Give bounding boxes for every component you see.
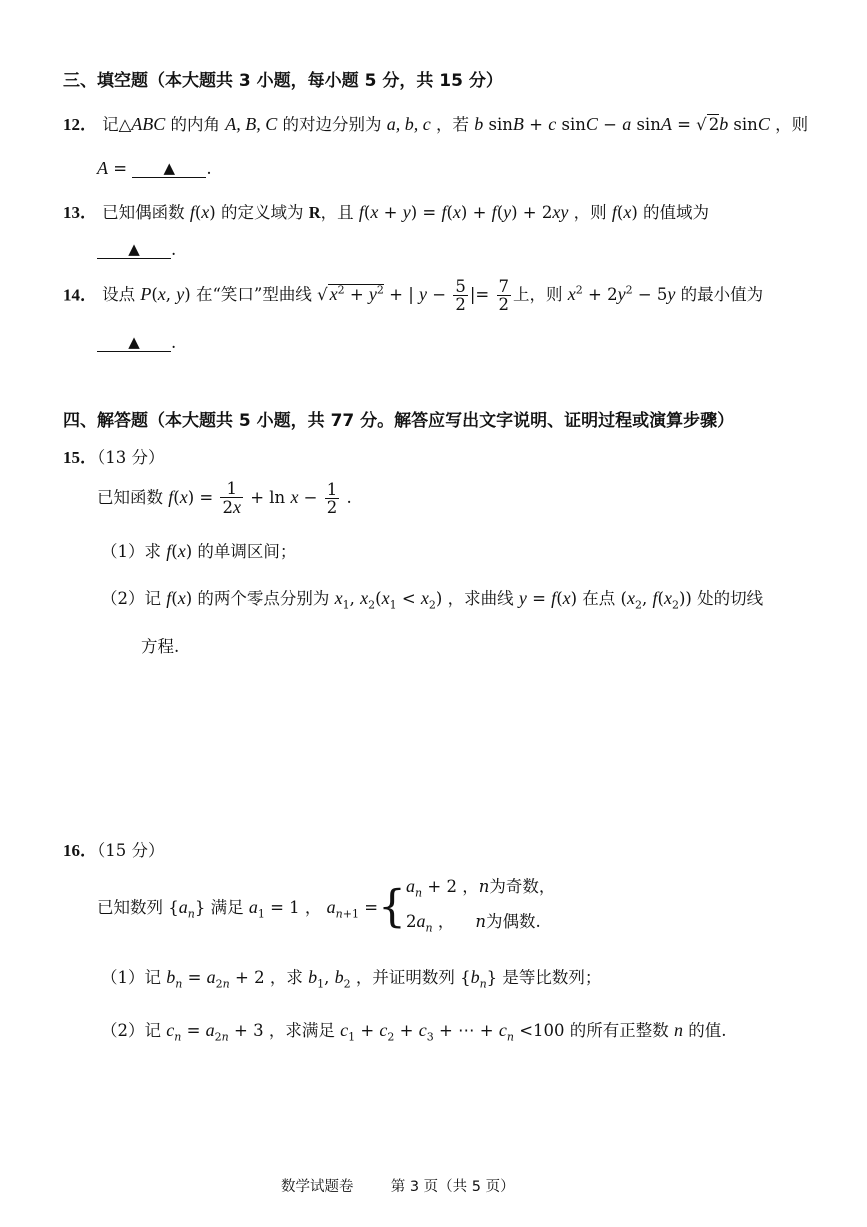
question-12 [63, 110, 808, 135]
question-14-text: 设点 P(x, y) 在“笑口”型曲线 √ $x^2 + y^2$ + | y − $\frac{5}{2}$ |= $\frac{7}{2}$ 上，则 $x^2 + 2y^2 - 5y$ 的最小值为 [102, 277, 764, 315]
question-15-number: 15． [63, 448, 97, 467]
question-12-number: 12． [63, 115, 97, 134]
question-14 [63, 278, 763, 314]
question-15-header [63, 443, 165, 468]
question-16-part-1: （1）记 $b_n = a_{2n} + 2$ ，求 $b_1$, $b_2$ ，并证明数列 $\{b_n\}$ 是等比数列； [101, 967, 602, 991]
question-15-stem: 已知函数 f(x) = $\frac{1}{2x}$ + ln x − $\frac{1}{2}$ . [97, 479, 352, 518]
question-16-number: 16． [63, 841, 97, 860]
answer-blank-13[interactable] [97, 242, 171, 259]
question-13 [63, 198, 709, 223]
answer-blank-12[interactable] [132, 161, 206, 178]
question-13-answer-line: ▲ . [97, 240, 176, 259]
question-15-part-2-cont: 方程. [141, 637, 180, 656]
footer [281, 1175, 515, 1196]
question-15-part-2: （2）记 f(x) 的两个零点分别为 $x_1$, $x_2(x_1 < x_2)$ ，求曲线 y = f(x) 在点 ($x_2$, $f(x_2)$) 处的切线 [101, 588, 764, 612]
triangle-icon: ▲ [128, 333, 140, 351]
question-14-answer-line: ▲ . [97, 333, 176, 352]
question-16-header [63, 836, 165, 861]
question-12-text: 记△ABC 的内角 A, B, C 的对边分别为 a, b, c ，若 b sinB + c sinC − a sinA = √ 2b sinC ，则 [102, 114, 809, 134]
question-12-answer-line: A = ▲ . [97, 158, 212, 178]
answer-blank-14[interactable] [97, 335, 171, 352]
question-15-part-1: （1）求 f(x) 的单调区间； [101, 541, 297, 561]
section-4-title: 四、解答题（本大题共 5 小题，共 77 分。解答应写出文字说明、证明过程或演算步骤） [63, 411, 735, 431]
question-14-number: 14． [63, 285, 97, 305]
question-16-score: （15 分） [97, 841, 165, 860]
section-3-title: 三、填空题（本大题共 3 小题，每小题 5 分，共 15 分） [63, 71, 503, 91]
question-13-number: 13． [63, 203, 97, 222]
question-16-stem: 已知数列 $\{a_n\}$ 满足 $a_1 = 1$ ， $a_{n+1}$ ={ $a_n + 2$ ，n为奇数， $2a_n$ ， n为偶数. [97, 876, 556, 935]
triangle-icon: ▲ [128, 240, 140, 258]
triangle-icon: ▲ [163, 159, 176, 177]
question-16-part-2: （2）记 $c_n = a_{2n} + 3$ ，求满足 $c_1 + c_2 + c_3$ + ⋯ + $c_n <100$ 的所有正整数 n 的值. [101, 1020, 727, 1044]
footer-page-number: 第 3 页（共 5 页） [390, 1179, 515, 1195]
question-15-score: （13 分） [97, 448, 165, 467]
footer-title: 数学试题卷 [281, 1179, 354, 1195]
question-13-text: 已知偶函数 f(x) 的定义域为 R，且 f(x + y) = f(x) + f(y) + 2xy ，则 f(x) 的值域为 [102, 202, 709, 222]
